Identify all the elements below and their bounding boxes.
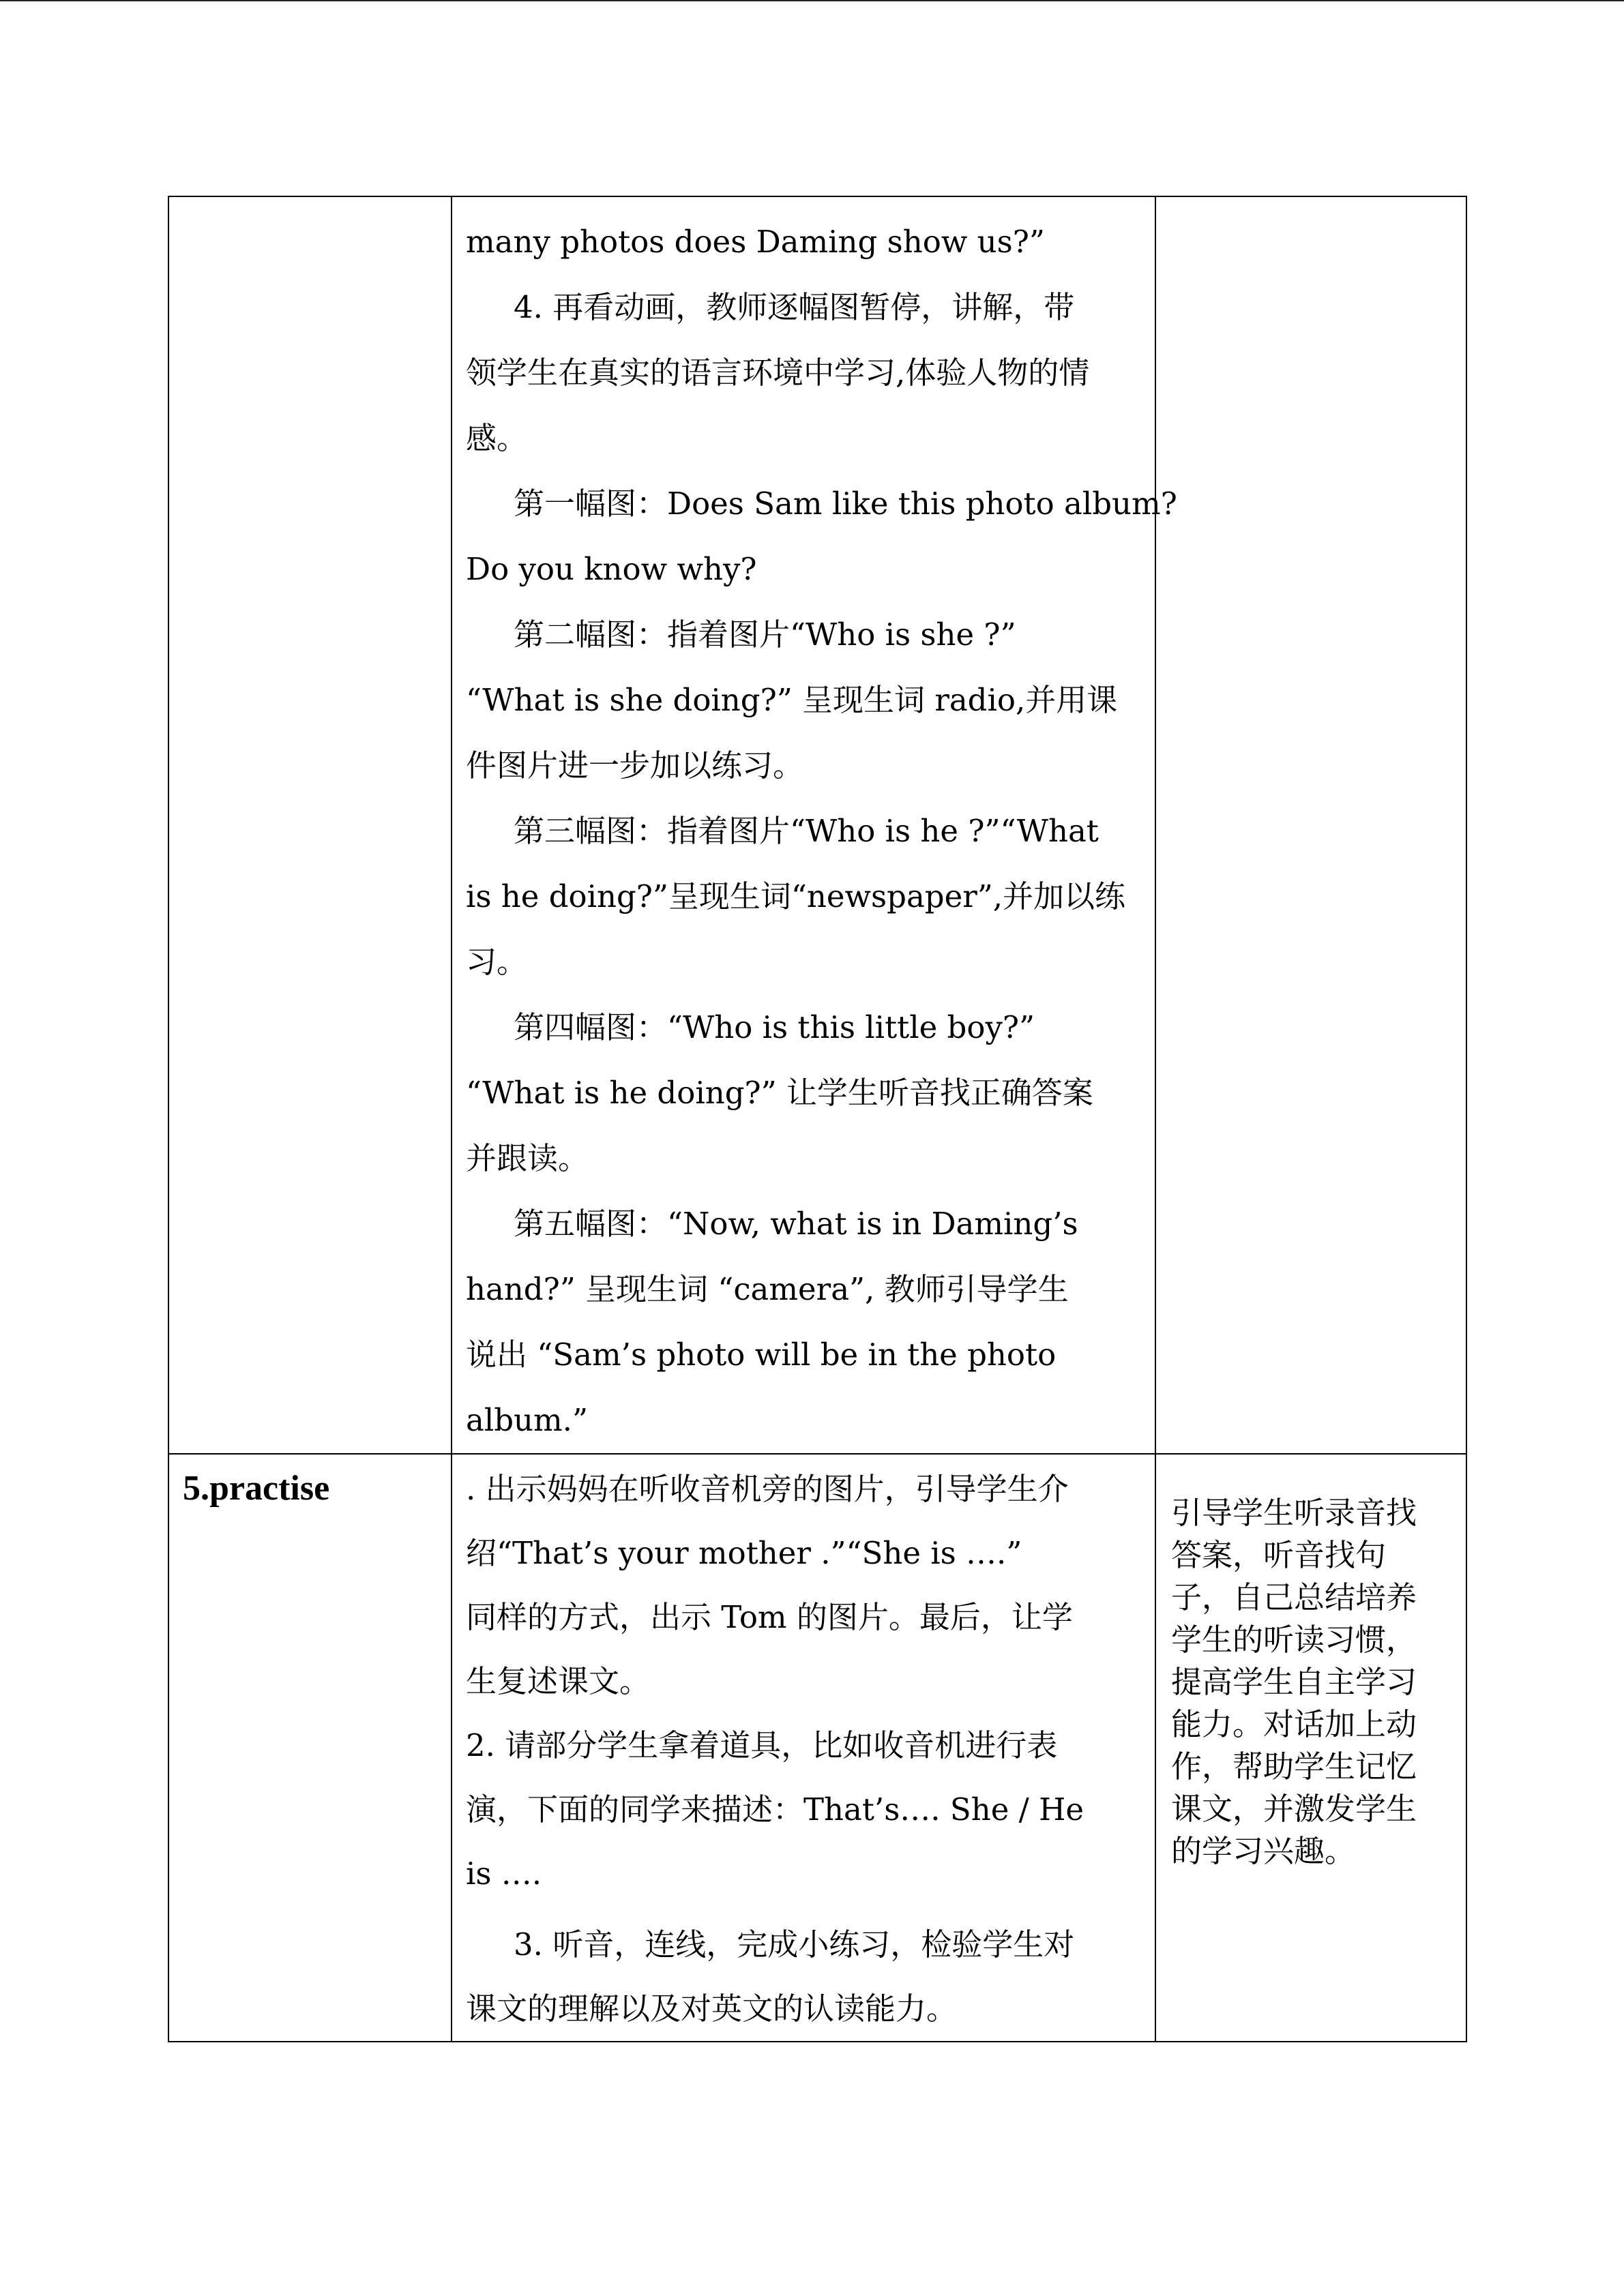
note-line: 引导学生听录音找	[1171, 1495, 1417, 1531]
activity-cell	[452, 1454, 1155, 2042]
text-line: 2. 请部分学生拿着道具，比如收音机进行表	[466, 1727, 1058, 1763]
text-line: 3. 听音，连线，完成小练习，检验学生对	[514, 1926, 1075, 1963]
text-line: is ….	[466, 1855, 542, 1892]
stage-label: 5.practise	[183, 1469, 330, 1508]
note-line: 答案，听音找句	[1171, 1537, 1387, 1573]
text-line: 同样的方式，出示 Tom 的图片。最后，让学	[466, 1599, 1073, 1635]
text-line: “What is she doing?” 呈现生词 radio,并用课	[466, 682, 1118, 718]
note-line: 作，帮助学生记忆	[1171, 1748, 1417, 1785]
text-line: 4. 再看动画，教师逐幅图暂停，讲解，带	[514, 289, 1075, 325]
text-line: hand?” 呈现生词 “camera”, 教师引导学生	[466, 1271, 1069, 1307]
text-line: 并跟读。	[466, 1140, 589, 1176]
note-cell	[1155, 1454, 1466, 2042]
note-line: 能力。对话加上动	[1171, 1706, 1417, 1742]
lesson-plan-table	[168, 196, 1467, 2042]
text-line: 第三幅图：指着图片“Who is he ?”“What	[514, 813, 1099, 849]
stage-cell	[168, 1454, 452, 2042]
page-top-border	[0, 0, 1624, 1]
text-line: 课文的理解以及对英文的认读能力。	[466, 1991, 958, 2027]
text-line: 习。	[466, 944, 528, 980]
activity-cell	[452, 196, 1177, 1454]
table-row	[168, 1454, 1466, 2042]
text-line: 第二幅图：指着图片“Who is she ?”	[514, 616, 1016, 653]
text-line: 领学生在真实的语言环境中学习,体验人物的情	[466, 355, 1090, 391]
text-line: 说出 “Sam’s photo will be in the photo	[466, 1337, 1057, 1373]
text-line: 绍“That’s your mother .”“She is ….”	[466, 1535, 1022, 1571]
text-line: Do you know why?	[466, 551, 757, 587]
note-line: 的学习兴趣。	[1171, 1833, 1356, 1869]
text-line: 演，下面的同学来描述：That’s…. She / He	[466, 1791, 1084, 1828]
text-line: . 出示妈妈在听收音机旁的图片，引导学生介	[466, 1471, 1069, 1507]
text-line: “What is he doing?” 让学生听音找正确答案	[466, 1075, 1093, 1111]
table-row	[168, 196, 1466, 1454]
text-line: 第四幅图：“Who is this little boy?”	[514, 1009, 1035, 1045]
text-line: 件图片进一步加以练习。	[466, 747, 804, 784]
text-line: many photos does Daming show us?”	[466, 224, 1045, 260]
text-line: album.”	[466, 1402, 588, 1438]
text-line: is he doing?”呈现生词“newspaper”,并加以练	[466, 878, 1126, 914]
note-line: 提高学生自主学习	[1171, 1664, 1417, 1700]
text-line: 第一幅图：Does Sam like this photo album?	[514, 486, 1177, 522]
note-line: 学生的听读习惯，	[1171, 1622, 1417, 1658]
note-line: 课文，并激发学生	[1171, 1791, 1417, 1827]
note-line: 子，自己总结培养	[1171, 1579, 1417, 1615]
note-cell	[1155, 196, 1466, 1454]
stage-cell	[168, 196, 452, 1454]
text-line: 生复述课文。	[466, 1663, 651, 1699]
text-line: 第五幅图：“Now, what is in Daming’s	[514, 1206, 1078, 1242]
text-line: 感。	[466, 420, 528, 456]
